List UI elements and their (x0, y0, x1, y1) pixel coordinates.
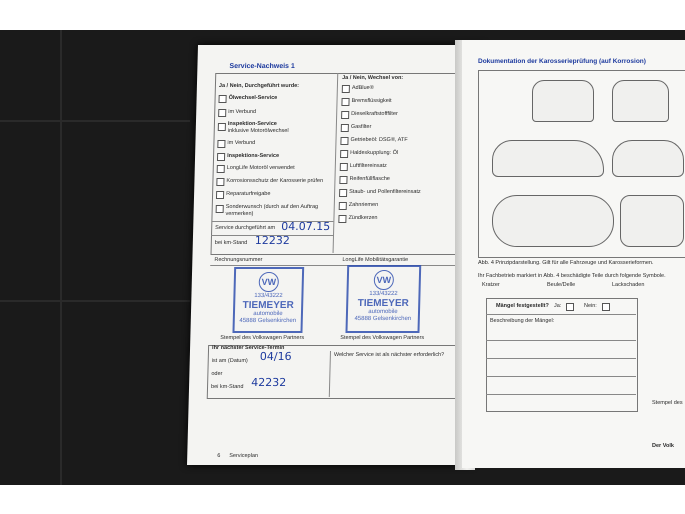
ja-checkbox (566, 303, 574, 311)
car-front-view (532, 80, 594, 122)
checkbox (218, 123, 226, 131)
checkbox (341, 111, 349, 119)
dealer-stamp-right (345, 265, 421, 333)
next-km-handwritten: 42232 (250, 376, 287, 389)
stamp-caption: Stempel des Volkswagen Partners (340, 335, 425, 341)
stamp-code: 133/43222 (369, 291, 398, 297)
next-km-label: bei km-Stand (210, 384, 244, 390)
instruction-text: Ihr Fachbetrieb markiert in Abb. 4 beschädigte Teile durch folgende Symbole. (478, 273, 666, 279)
stamp-caption: Stempel des Volkswagen Partners (220, 335, 305, 341)
row-divider (486, 358, 636, 359)
checkbox (217, 165, 225, 173)
next-service-title: Ihr nächster Service-Termin (211, 345, 285, 351)
invoice-number-label: Rechnungsnummer (214, 257, 263, 263)
footer-title: Der Volk (652, 443, 674, 449)
car-side-view (492, 140, 604, 177)
next-date-handwritten: 04/16 (259, 350, 292, 363)
checkbox (217, 140, 225, 148)
stamp-company: TIEMEYER (242, 300, 294, 311)
list-item: Inspektions-Service (227, 153, 280, 159)
car-side-view (612, 140, 684, 177)
checkbox (341, 124, 349, 132)
checkbox (216, 191, 224, 199)
checkbox (338, 215, 346, 223)
page-title: Service-Nachweis 1 (229, 63, 295, 70)
list-item: im Verbund (228, 109, 257, 115)
list-item: Ölwechsel-Service (228, 95, 278, 101)
legend-paint-damage: Lackschaden (612, 282, 645, 288)
km-label: bei km-Stand (214, 240, 248, 246)
stamp-city: 45888 Gelsenkirchen (354, 316, 412, 322)
list-item: Haldexkupplung: Öl (350, 150, 399, 156)
car-top-view (492, 195, 614, 247)
list-item: AdBlue® (351, 85, 374, 91)
list-item: Luftfiltereinsatz (349, 163, 387, 169)
defects-description-label: Beschreibung der Mängel: (490, 318, 555, 324)
list-item: Sonderwunsch (durch auf den Auftrag vermerken) (225, 204, 319, 217)
list-item: Getriebeöl: DSG®, ATF (350, 137, 408, 143)
checkbox (340, 163, 348, 171)
nein-checkbox (602, 303, 610, 311)
checkbox (339, 202, 347, 210)
checkbox (339, 176, 347, 184)
stamp-company: TIEMEYER (357, 298, 409, 309)
row-divider (486, 314, 636, 315)
checkbox (340, 137, 348, 145)
vw-logo-icon: VW (374, 270, 395, 290)
checkbox (340, 150, 348, 158)
next-date-label: ist am (Datum) (211, 358, 248, 364)
list-item: Dieselkraftstofffilter (351, 111, 398, 117)
checkbox (341, 98, 349, 106)
list-item: Korrosionsschutz der Karosserie prüfen (226, 178, 324, 184)
seat-seam (60, 30, 62, 485)
list-item: Reifenfüllflasche (349, 176, 390, 182)
checkbox (342, 85, 350, 93)
checkbox (218, 95, 226, 103)
row-divider (486, 340, 636, 341)
car-interior-view (620, 195, 684, 247)
vw-logo-icon: VW (259, 272, 280, 292)
list-item: Reparaturfreigabe (226, 191, 271, 197)
defects-question: Mängel festgestellt? (496, 303, 549, 309)
stamp-label: Stempel des (652, 400, 683, 406)
right-column-header: Ja / Nein, Wechsel von: (342, 75, 404, 81)
list-item: Zahnriemen (348, 202, 379, 208)
list-item: im Verbund (227, 140, 256, 146)
list-item: Gasfilter (350, 124, 372, 130)
footer-page-number: 6 (217, 453, 221, 459)
longlife-label: LongLife Mobilitätsgarantie (342, 257, 409, 263)
oder-label: oder (211, 371, 223, 377)
next-service-question: Welcher Service ist als nächster erforderlich? (333, 352, 445, 358)
body-inspection-page (462, 40, 685, 468)
list-item: Inspektion-Service (227, 121, 277, 127)
row-divider (486, 376, 636, 377)
service-date-handwritten: 04.07.15 (281, 220, 331, 233)
seat-seam (0, 300, 190, 302)
legend-dent: Beule/Delle (547, 282, 576, 288)
stamp-sub: automobile (253, 311, 283, 317)
checkbox (216, 205, 224, 213)
nein-label: Nein: (584, 303, 597, 309)
figure-caption: Abb. 4 Prinzipdarstellung. Gilt für alle Fahrzeuge und Karosserieformen. (478, 260, 654, 266)
stamp-city: 45888 Gelsenkirchen (239, 318, 297, 324)
ja-label: Ja: (554, 303, 562, 309)
page-title: Dokumentation der Karosserieprüfung (auf Korrosion) (478, 58, 646, 65)
checkbox (216, 178, 224, 186)
row-divider (210, 265, 465, 266)
footer-title: Serviceplan (229, 453, 259, 459)
list-item: LongLife Motoröl verwendet (226, 165, 295, 171)
left-column-header: Ja / Nein, Durchgeführt wurde: (218, 83, 300, 89)
stamp-sub: automobile (368, 309, 398, 315)
stamp-code: 133/43222 (254, 293, 283, 299)
list-item: Zündkerzen (348, 215, 378, 221)
service-record-page (187, 45, 483, 465)
seat-seam (0, 120, 190, 122)
checkbox (217, 153, 225, 161)
list-item: inklusive Motorölwechsel (227, 128, 289, 134)
checkbox (339, 189, 347, 197)
car-rear-view (612, 80, 669, 122)
dealer-stamp-left (232, 267, 304, 333)
checkbox (218, 109, 226, 117)
row-divider (486, 394, 636, 395)
list-item: Staub- und Pollenfiltereinsatz (349, 189, 421, 195)
service-date-label: Service durchgeführt am (215, 225, 276, 231)
km-handwritten: 12232 (254, 234, 291, 247)
list-item: Bremsflüssigkeit (351, 98, 392, 104)
legend-scratch: Kratzer (482, 282, 500, 288)
